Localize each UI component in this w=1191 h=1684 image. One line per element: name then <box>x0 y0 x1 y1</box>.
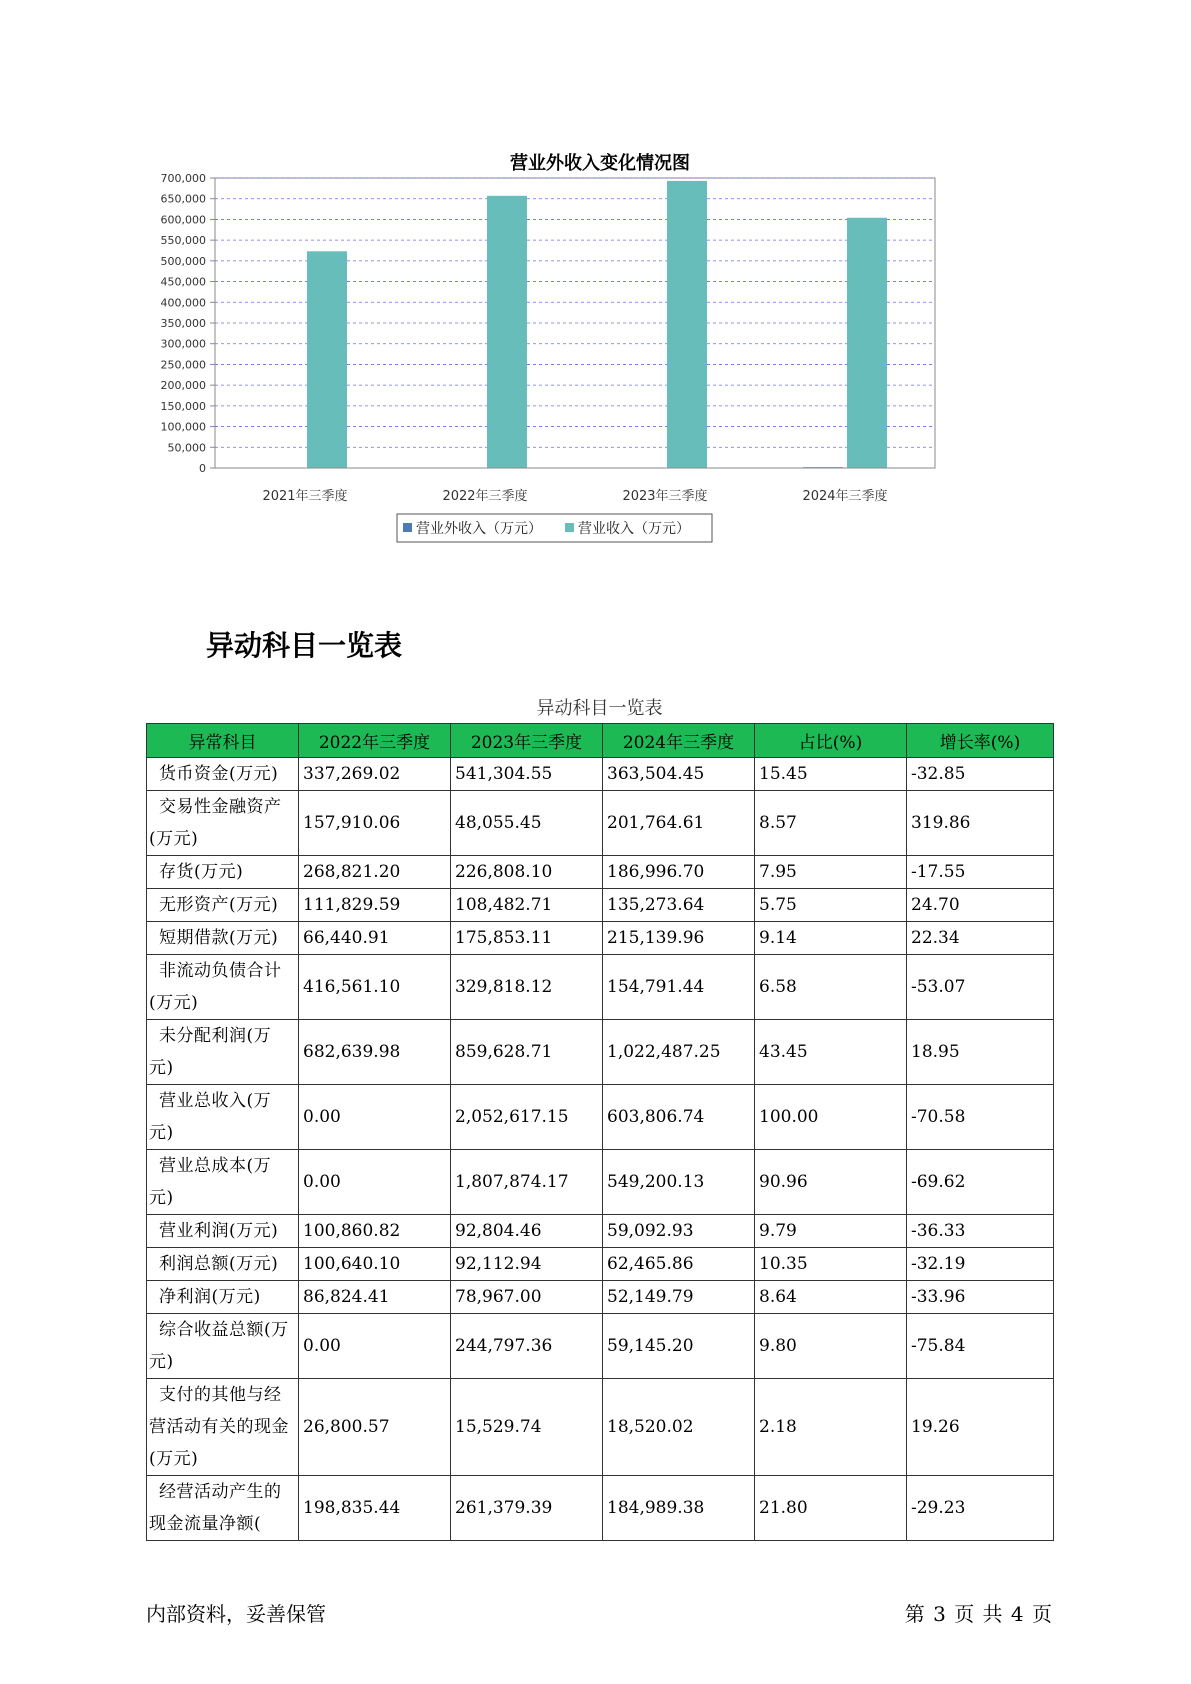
y-tick-label: 350,000 <box>160 317 206 330</box>
value-cell: -17.55 <box>907 856 1054 889</box>
value-cell: 244,797.36 <box>451 1314 603 1379</box>
value-cell: 5.75 <box>755 889 907 922</box>
item-name-cell: 货币资金(万元) <box>147 758 299 791</box>
y-tick-label: 100,000 <box>160 420 206 434</box>
table-caption: 异动科目一览表 <box>536 698 663 719</box>
y-axis <box>161 172 216 475</box>
value-cell: 9.79 <box>755 1215 907 1248</box>
item-name-cell: 营业总收入(万元) <box>147 1085 299 1150</box>
y-tick-label: 500,000 <box>160 254 206 268</box>
value-cell: 682,639.98 <box>299 1020 451 1085</box>
value-cell: 7.95 <box>755 856 907 889</box>
value-cell: 268,821.20 <box>299 856 451 889</box>
item-name-cell: 利润总额(万元) <box>147 1248 299 1281</box>
table-row <box>147 791 1054 856</box>
value-cell: 2.18 <box>755 1379 907 1476</box>
x-tick-label: 2021年三季度 <box>262 489 348 504</box>
table-row <box>147 1150 1054 1215</box>
value-cell: 108,482.71 <box>451 889 603 922</box>
value-cell: 6.58 <box>755 955 907 1020</box>
item-name-cell: 存货(万元) <box>147 856 299 889</box>
item-name-cell: 支付的其他与经营活动有关的现金(万元) <box>147 1379 299 1476</box>
value-cell: 226,808.10 <box>451 856 603 889</box>
table-row <box>147 1215 1054 1248</box>
value-cell: 43.45 <box>755 1020 907 1085</box>
value-cell: 329,818.12 <box>451 955 603 1020</box>
item-name-cell: 未分配利润(万元) <box>147 1020 299 1085</box>
value-cell: 52,149.79 <box>603 1281 755 1314</box>
value-cell: 100,860.82 <box>299 1215 451 1248</box>
y-tick-label: 650,000 <box>160 192 206 206</box>
y-tick-label: 700,000 <box>160 172 206 185</box>
value-cell: 859,628.71 <box>451 1020 603 1085</box>
value-cell: 18.95 <box>907 1020 1054 1085</box>
value-cell: 111,829.59 <box>299 889 451 922</box>
value-cell: 157,910.06 <box>299 791 451 856</box>
bar-operating-revenue <box>667 181 707 468</box>
value-cell: 10.35 <box>755 1248 907 1281</box>
table-row <box>147 922 1054 955</box>
x-tick-label: 2023年三季度 <box>622 489 708 504</box>
value-cell: -36.33 <box>907 1215 1054 1248</box>
y-tick-label: 250,000 <box>160 358 206 372</box>
value-cell: 86,824.41 <box>299 1281 451 1314</box>
value-cell: 15,529.74 <box>451 1379 603 1476</box>
value-cell: 92,112.94 <box>451 1248 603 1281</box>
value-cell: -53.07 <box>907 955 1054 1020</box>
table-header-row <box>147 724 1054 758</box>
value-cell: 135,273.64 <box>603 889 755 922</box>
value-cell: 48,055.45 <box>451 791 603 856</box>
y-tick-label: 600,000 <box>160 213 206 227</box>
anomaly-table <box>146 723 1054 1541</box>
x-axis <box>215 468 935 504</box>
header-cell: 2023年三季度 <box>451 724 603 758</box>
value-cell: 154,791.44 <box>603 955 755 1020</box>
value-cell: -29.23 <box>907 1476 1054 1541</box>
value-cell: 0.00 <box>299 1085 451 1150</box>
header-cell: 增长率(%) <box>907 724 1054 758</box>
value-cell: -70.58 <box>907 1085 1054 1150</box>
header-cell: 2022年三季度 <box>299 724 451 758</box>
table-row <box>147 1379 1054 1476</box>
value-cell: 9.80 <box>755 1314 907 1379</box>
table-row <box>147 856 1054 889</box>
header-cell: 异常科目 <box>147 724 299 758</box>
y-tick-label: 550,000 <box>160 234 206 248</box>
y-tick-label: 150,000 <box>160 399 206 413</box>
bar-chart <box>0 0 1191 600</box>
y-tick-label: 200,000 <box>160 379 206 393</box>
value-cell: 19.26 <box>907 1379 1054 1476</box>
table-row <box>147 1248 1054 1281</box>
section-heading: 异动科目一览表 <box>206 629 403 662</box>
item-name-cell: 营业利润(万元) <box>147 1215 299 1248</box>
y-tick-label: 50,000 <box>167 441 206 455</box>
chart-title: 营业外收入变化情况图 <box>510 153 690 174</box>
item-name-cell: 非流动负债合计(万元) <box>147 955 299 1020</box>
value-cell: 8.64 <box>755 1281 907 1314</box>
value-cell: 261,379.39 <box>451 1476 603 1541</box>
value-cell: 186,996.70 <box>603 856 755 889</box>
legend-swatch <box>403 523 412 532</box>
value-cell: 22.34 <box>907 922 1054 955</box>
y-tick-label: 450,000 <box>160 275 206 289</box>
table-row <box>147 1085 1054 1150</box>
header-cell: 占比(%) <box>755 724 907 758</box>
item-name-cell: 短期借款(万元) <box>147 922 299 955</box>
value-cell: 2,052,617.15 <box>451 1085 603 1150</box>
value-cell: 62,465.86 <box>603 1248 755 1281</box>
table-row <box>147 889 1054 922</box>
item-name-cell: 净利润(万元) <box>147 1281 299 1314</box>
table-row <box>147 758 1054 791</box>
value-cell: 24.70 <box>907 889 1054 922</box>
legend-swatch <box>565 523 574 532</box>
value-cell: 21.80 <box>755 1476 907 1541</box>
legend-label: 营业外收入（万元） <box>416 521 542 537</box>
footer-page-number: 第 3 页 共 4 页 <box>904 1602 1053 1626</box>
bar-operating-revenue <box>307 251 347 468</box>
y-tick-label: 300,000 <box>160 337 206 351</box>
value-cell: 26,800.57 <box>299 1379 451 1476</box>
table-row <box>147 1314 1054 1379</box>
value-cell: -33.96 <box>907 1281 1054 1314</box>
value-cell: 198,835.44 <box>299 1476 451 1541</box>
x-tick-label: 2022年三季度 <box>442 489 528 504</box>
item-name-cell: 经营活动产生的现金流量净额( <box>147 1476 299 1541</box>
footer-confidential: 内部资料，妥善保管 <box>146 1602 326 1626</box>
value-cell: 18,520.02 <box>603 1379 755 1476</box>
y-tick-label: 400,000 <box>160 296 206 310</box>
value-cell: 8.57 <box>755 791 907 856</box>
value-cell: 215,139.96 <box>603 922 755 955</box>
value-cell: 1,022,487.25 <box>603 1020 755 1085</box>
value-cell: 319.86 <box>907 791 1054 856</box>
table-row <box>147 1020 1054 1085</box>
value-cell: 0.00 <box>299 1314 451 1379</box>
value-cell: 1,807,874.17 <box>451 1150 603 1215</box>
x-tick-label: 2024年三季度 <box>802 489 888 504</box>
value-cell: 416,561.10 <box>299 955 451 1020</box>
item-name-cell: 无形资产(万元) <box>147 889 299 922</box>
value-cell: 201,764.61 <box>603 791 755 856</box>
bar-operating-revenue <box>847 218 887 468</box>
value-cell: 100,640.10 <box>299 1248 451 1281</box>
value-cell: 541,304.55 <box>451 758 603 791</box>
value-cell: 0.00 <box>299 1150 451 1215</box>
value-cell: 15.45 <box>755 758 907 791</box>
value-cell: 603,806.74 <box>603 1085 755 1150</box>
item-name-cell: 营业总成本(万元) <box>147 1150 299 1215</box>
value-cell: 92,804.46 <box>451 1215 603 1248</box>
y-tick-label: 0 <box>199 462 206 475</box>
value-cell: -75.84 <box>907 1314 1054 1379</box>
value-cell: 100.00 <box>755 1085 907 1150</box>
value-cell: -32.19 <box>907 1248 1054 1281</box>
legend-label: 营业收入（万元） <box>578 521 690 537</box>
table-row <box>147 1476 1054 1541</box>
chart-legend <box>397 514 712 542</box>
item-name-cell: 交易性金融资产(万元) <box>147 791 299 856</box>
value-cell: 59,145.20 <box>603 1314 755 1379</box>
value-cell: -69.62 <box>907 1150 1054 1215</box>
value-cell: -32.85 <box>907 758 1054 791</box>
header-cell: 2024年三季度 <box>603 724 755 758</box>
value-cell: 59,092.93 <box>603 1215 755 1248</box>
bar-operating-revenue <box>487 196 527 468</box>
table-row <box>147 1281 1054 1314</box>
item-name-cell: 综合收益总额(万元) <box>147 1314 299 1379</box>
table-row <box>147 955 1054 1020</box>
value-cell: 363,504.45 <box>603 758 755 791</box>
bar-series <box>307 181 887 468</box>
value-cell: 175,853.11 <box>451 922 603 955</box>
value-cell: 549,200.13 <box>603 1150 755 1215</box>
value-cell: 9.14 <box>755 922 907 955</box>
value-cell: 90.96 <box>755 1150 907 1215</box>
value-cell: 337,269.02 <box>299 758 451 791</box>
value-cell: 78,967.00 <box>451 1281 603 1314</box>
value-cell: 184,989.38 <box>603 1476 755 1541</box>
value-cell: 66,440.91 <box>299 922 451 955</box>
